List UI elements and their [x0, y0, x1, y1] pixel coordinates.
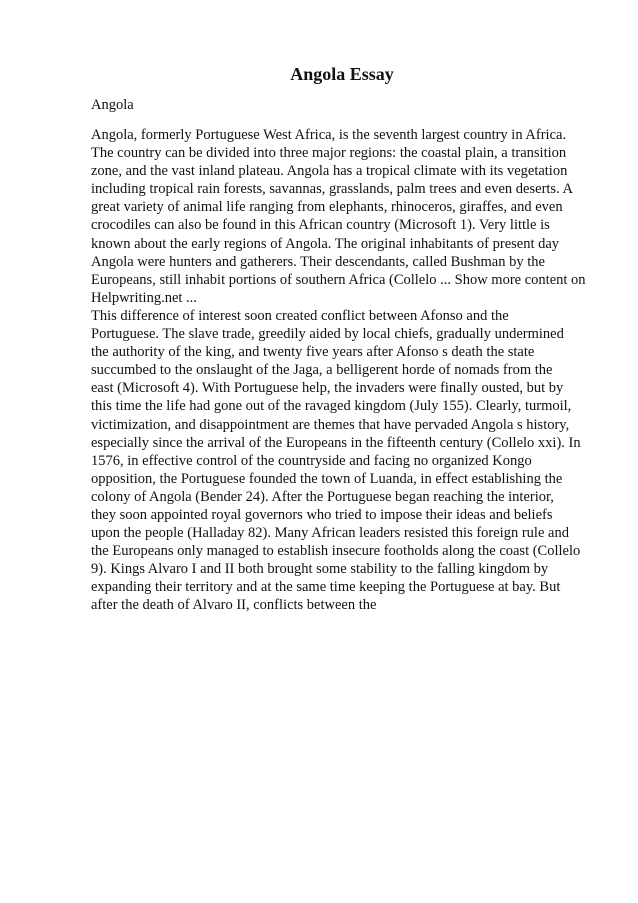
- essay-line: opposition, the Portuguese founded the town of Luanda, in effect establishing the: [91, 470, 563, 487]
- essay-line: crocodiles can also be found in this African country (Microsoft 1). Very little is: [91, 217, 550, 234]
- essay-line: Angola were hunters and gatherers. Their descendants, called Bushman by the: [91, 253, 545, 270]
- essay-line: including tropical rain forests, savannas, grasslands, palm trees and even deserts. A: [91, 181, 573, 198]
- essay-line: victimization, and disappointment are themes that have pervaded Angola s history,: [91, 416, 570, 433]
- essay-line: Europeans, still inhabit portions of southern Africa (Collelo ... Show more content on: [91, 271, 586, 288]
- document-subtitle: Angola: [91, 97, 134, 113]
- essay-line: the authority of the king, and twenty five years after Afonso s death the state: [91, 344, 535, 361]
- essay-line: colony of Angola (Bender 24). After the Portuguese began reaching the interior,: [91, 488, 554, 505]
- essay-line: 1576, in effective control of the countryside and facing no organized Kongo: [91, 452, 532, 469]
- essay-line: 9). Kings Alvaro I and II both brought some stability to the falling kingdom by: [91, 561, 549, 578]
- essay-line: zone, and the vast inland plateau. Angola has a tropical climate with its vegetation: [91, 163, 568, 180]
- essay-line: The country can be divided into three major regions: the coastal plain, a transition: [91, 145, 567, 162]
- essay-line: upon the people (Halladay 82). Many African leaders resisted this foreign rule and: [91, 525, 569, 542]
- document-title: Angola Essay: [290, 64, 394, 84]
- essay-line: especially since the arrival of the Europeans in the fifteenth century (Collelo xxi). In: [91, 434, 581, 451]
- essay-body: [91, 126, 591, 615]
- essay-line: they soon appointed royal governors who tried to impose their ideas and beliefs: [91, 506, 553, 523]
- essay-line: known about the early regions of Angola. The original inhabitants of present day: [91, 235, 560, 252]
- essay-line: the Europeans only managed to establish insecure footholds along the coast (Collelo: [91, 543, 581, 560]
- essay-line: expanding their territory and at the same time keeping the Portuguese at bay. But: [91, 579, 561, 596]
- essay-line: east (Microsoft 4). With Portuguese help, the invaders were finally ousted, but by: [91, 380, 564, 397]
- essay-line: after the death of Alvaro II, conflicts between the: [91, 597, 377, 614]
- essay-line: Helpwriting.net ...: [91, 289, 197, 306]
- essay-line: Portuguese. The slave trade, greedily aided by local chiefs, gradually undermined: [91, 326, 564, 343]
- essay-line: This difference of interest soon created conflict between Afonso and the: [91, 307, 509, 324]
- essay-line: succumbed to the onslaught of the Jaga, a belligerent horde of nomads from the: [91, 362, 553, 379]
- essay-line: this time the life had gone out of the ravaged kingdom (July 155). Clearly, turmoil,: [91, 398, 572, 415]
- essay-line: Angola, formerly Portuguese West Africa, is the seventh largest country in Africa.: [91, 127, 567, 143]
- essay-line: great variety of animal life ranging from elephants, rhinoceros, giraffes, and even: [91, 199, 563, 216]
